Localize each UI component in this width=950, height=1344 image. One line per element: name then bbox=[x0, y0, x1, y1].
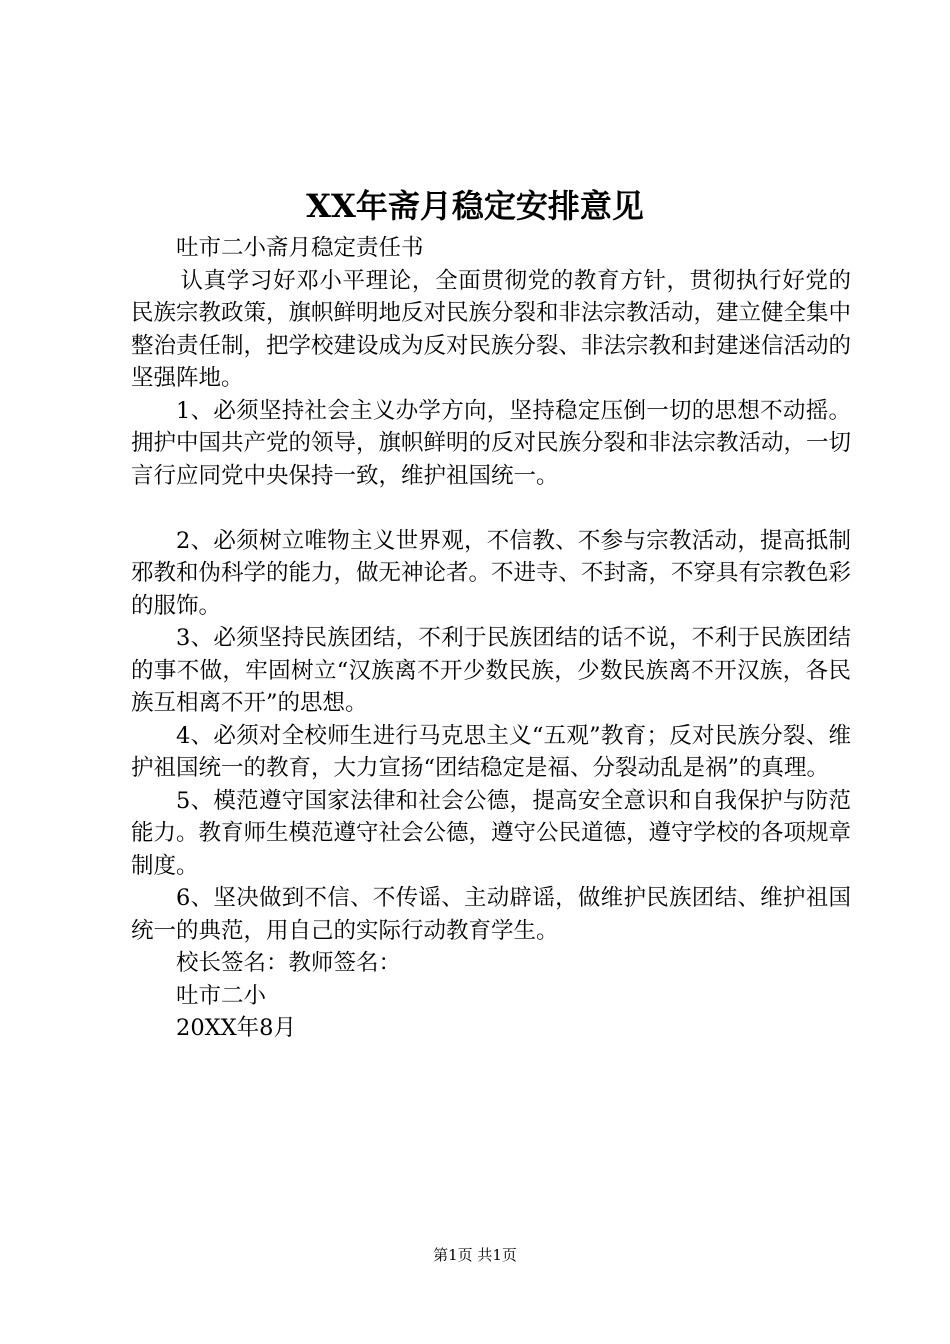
intro-paragraph: 认真学习好邓小平理论，全面贯彻党的教育方针，贯彻执行好党的民族宗教政策，旗帜鲜明地反对民族分裂和非法宗教活动，建立健全集中整治责任制，把学校建设成为反对民族分裂、非法宗教和封建迷信活动的坚强阵地。 bbox=[131, 267, 852, 391]
document-title: XX年斋月稳定安排意见 bbox=[306, 187, 644, 225]
school-name: 吐市二小 bbox=[176, 982, 267, 1009]
blank-line bbox=[131, 492, 851, 525]
subtitle: 吐市二小斋月稳定责任书 bbox=[176, 235, 424, 261]
page-number-footer: 第1页 共1页 bbox=[433, 1246, 517, 1264]
document-body bbox=[131, 232, 851, 1045]
signature-line: 校长签名：教师签名： bbox=[176, 950, 402, 976]
paragraph-item-1: 1、必须坚持社会主义办学方向，坚持稳定压倒一切的思想不动摇。拥护中国共产党的领导，旗帜鲜明的反对民族分裂和非法宗教活动，一切言行应同党中央保持一致，维护祖国统一。 bbox=[131, 397, 852, 489]
document-date: 20XX年8月 bbox=[176, 1015, 296, 1041]
paragraph-item-2: 2、必须树立唯物主义世界观，不信教、不参与宗教活动，提高抵制邪教和伪科学的能力，做无神论者。不进寺、不封斋，不穿具有宗教色彩的服饰。 bbox=[131, 527, 852, 619]
paragraph-item-5: 5、模范遵守国家法律和社会公德，提高安全意识和自我保护与防范能力。教育师生模范遵守社会公德，遵守公民道德，遵守学校的各项规章制度。 bbox=[131, 787, 852, 879]
paragraph-item-3: 3、必须坚持民族团结，不利于民族团结的话不说，不利于民族团结的事不做，牢固树立“汉族离不开少数民族，少数民族离不开汉族，各民族互相离不开”的思想。 bbox=[131, 625, 851, 716]
paragraph-item-6: 6、坚决做到不信、不传谣、主动辟谣，做维护民族团结、维护祖国统一的典范，用自己的实际行动教育学生。 bbox=[131, 885, 851, 944]
paragraph-item-4: 4、必须对全校师生进行马克思主义“五观”教育；反对民族分裂、维护祖国统一的教育，大力宣扬“团结稳定是福、分裂动乱是祸”的真理。 bbox=[131, 722, 851, 781]
